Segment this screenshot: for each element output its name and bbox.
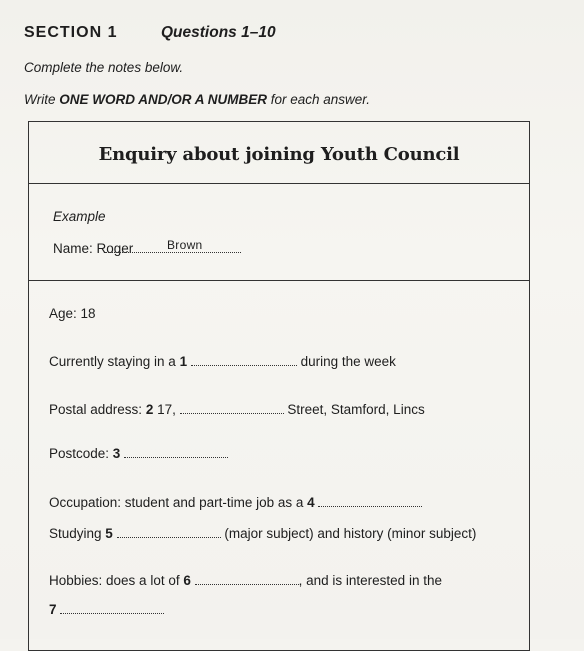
instruction-word-limit	[24, 92, 370, 107]
note-text: Postcode:	[49, 446, 113, 461]
instruction-prefix: Write	[24, 92, 60, 107]
note-text: Age: 18	[49, 306, 96, 321]
question-number: 1	[179, 354, 188, 369]
answer-blank-4[interactable]	[318, 496, 422, 507]
note-text: during the week	[300, 354, 396, 369]
question-number: 4	[307, 495, 315, 510]
note-text: Postal address:	[49, 402, 146, 417]
note-text: Hobbies: does a lot of	[49, 573, 184, 588]
question-number: 2	[145, 402, 154, 417]
note-studying	[49, 526, 476, 541]
note-hobbies	[49, 573, 442, 588]
note-text: Occupation: student and part-time job as a	[49, 495, 308, 510]
note-text: (major subject) and history (minor subject)	[224, 526, 477, 541]
question-number: 5	[105, 526, 113, 541]
section-label: SECTION 1	[24, 24, 118, 41]
note-accommodation	[49, 354, 396, 369]
note-text: , and is interested in the	[298, 573, 442, 588]
form-title: Enquiry about joining Youth Council	[98, 144, 460, 165]
notes-form-box	[28, 121, 530, 651]
example-label: Example	[53, 209, 106, 224]
note-postal-address	[49, 402, 425, 417]
note-text: 17,	[157, 402, 180, 417]
questions-range: Questions 1–10	[161, 24, 276, 41]
note-text: Street, Stamford, Lincs	[287, 402, 425, 417]
example-row	[29, 184, 529, 281]
question-number: 3	[112, 446, 121, 461]
example-answer: Brown	[167, 238, 203, 252]
instruction-suffix: for each answer.	[267, 92, 371, 107]
answer-blank-1[interactable]	[191, 355, 297, 366]
answer-blank-2[interactable]	[180, 403, 284, 414]
note-text: Currently staying in a	[49, 354, 180, 369]
note-text: Studying	[49, 526, 106, 541]
answer-blank-6[interactable]	[195, 574, 299, 585]
question-number: 6	[183, 573, 191, 588]
note-age	[49, 306, 96, 321]
note-interest	[49, 602, 164, 617]
answer-blank-7[interactable]	[60, 603, 164, 614]
question-number: 7	[49, 602, 57, 617]
note-postcode	[49, 446, 228, 461]
answer-blank-3[interactable]	[124, 447, 228, 458]
example-field: Name: Roger	[53, 241, 134, 256]
form-title-row	[29, 122, 529, 184]
instruction-complete-notes: Complete the notes below.	[24, 60, 184, 75]
instruction-bold: ONE WORD AND/OR A NUMBER	[59, 92, 267, 107]
answer-blank-5[interactable]	[117, 527, 221, 538]
note-occupation	[49, 495, 422, 510]
